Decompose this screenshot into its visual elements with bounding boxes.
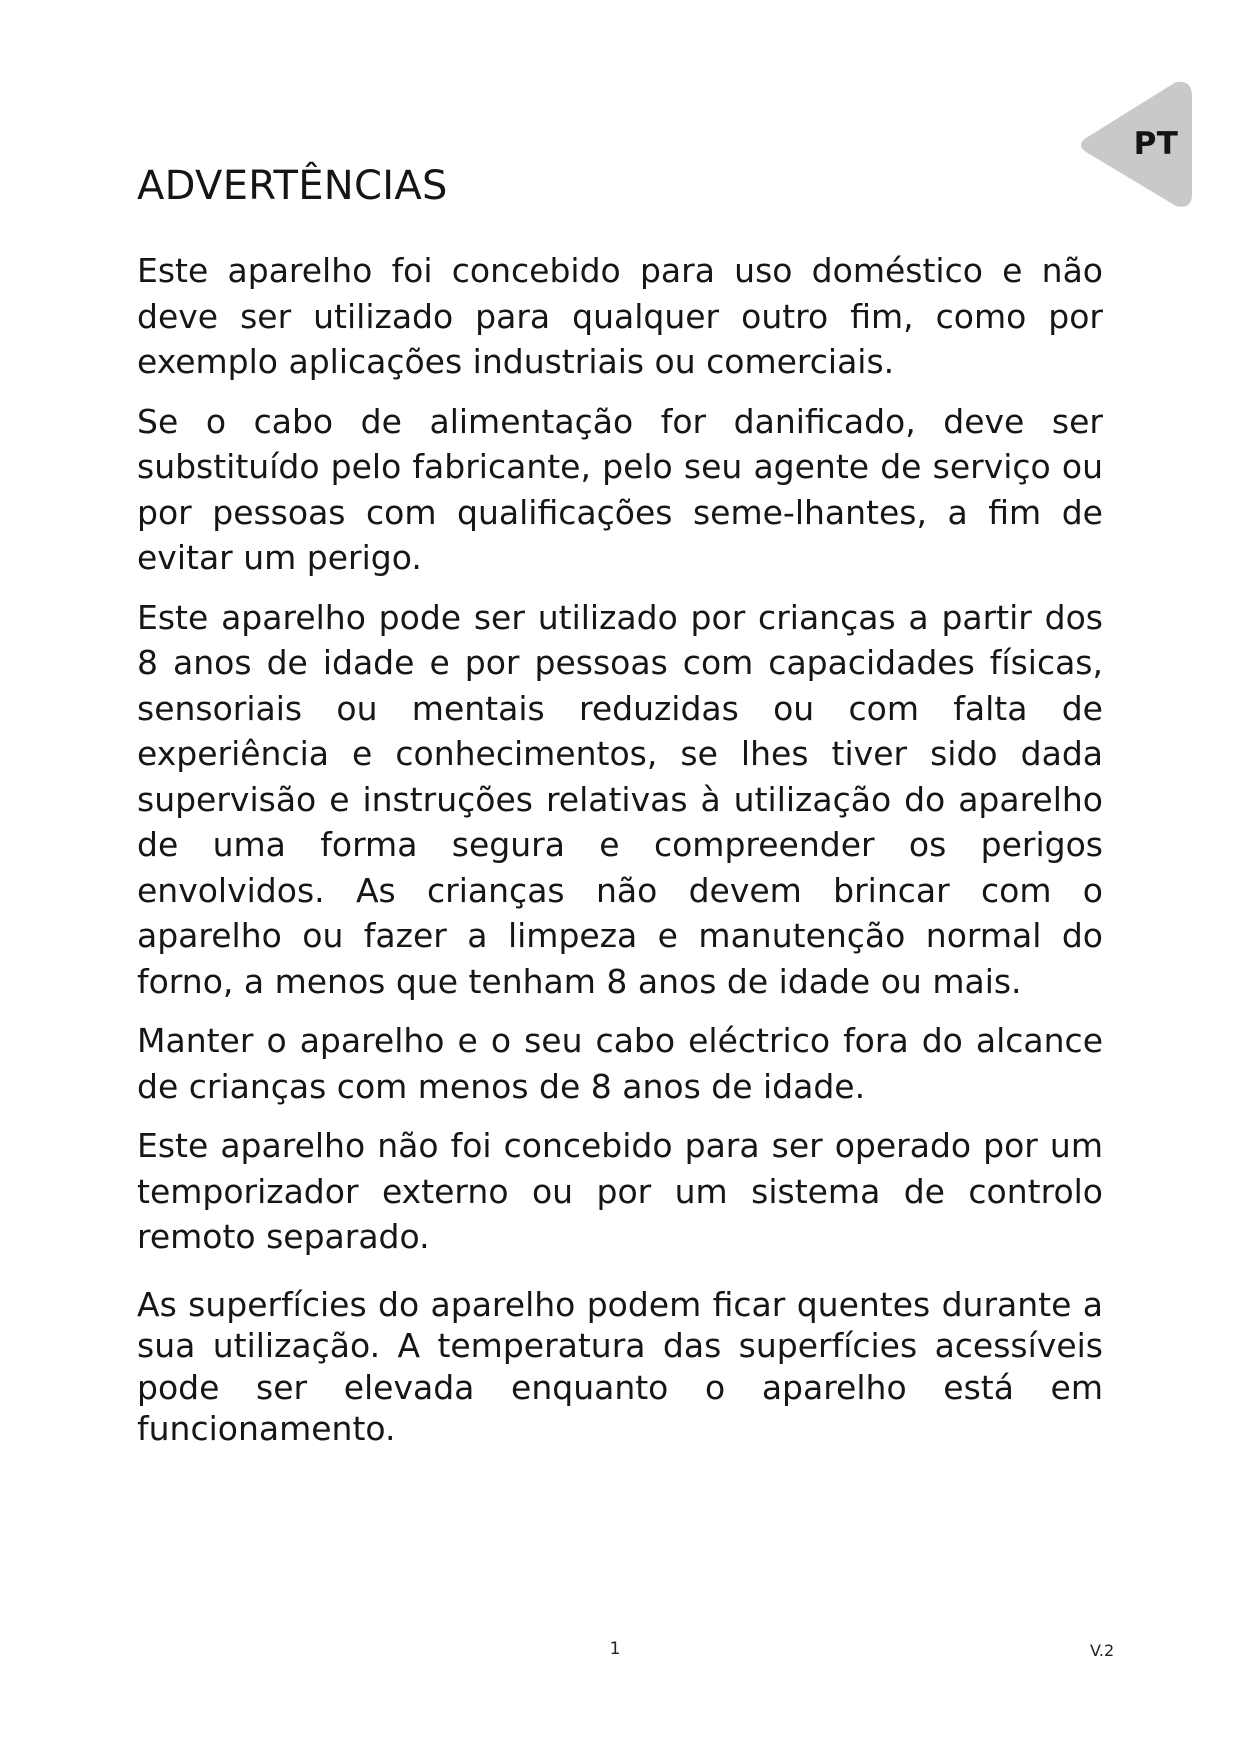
warning-paragraph-keep-away: Manter o aparelho e o seu cabo eléctrico fora do alcance de crianças com menos de 8 anos de idade. — [137, 1021, 1103, 1106]
warning-paragraph-power-cable: Se o cabo de alimentação for danificado, deve ser substituído pelo fabricante, pelo seu agente de serviço ou por pessoas com qualificações seme-lhantes, a fim de evitar um perigo. — [137, 401, 1103, 577]
warning-paragraph-hot-surfaces: As superfícies do aparelho podem ficar quentes durante a sua utilização. A temperatura das superfícies acessíveis pode ser elevada enquanto o aparelho está em funcionamento. — [137, 1284, 1103, 1448]
warning-paragraph-domestic-use: Este aparelho foi concebido para uso doméstico e não deve ser utilizado para qualquer outro fim, como por exemplo aplicações industriais ou comerciais. — [137, 251, 1103, 381]
page-title: ADVERTÊNCIAS — [137, 163, 448, 209]
page-number: 1 — [609, 1639, 621, 1659]
language-code: PT — [1133, 126, 1179, 162]
version-label: V.2 — [1090, 1641, 1115, 1660]
warnings-body — [137, 248, 1103, 1464]
warning-paragraph-timer: Este aparelho não foi concebido para ser operado por um temporizador externo ou por um sistema de controlo remoto separado. — [137, 1126, 1103, 1256]
warning-paragraph-children-supervision: Este aparelho pode ser utilizado por crianças a partir dos 8 anos de idade e por pessoas com capacidades físicas, sensoriais ou mentais reduzidas ou com falta de experiência e conhecimentos, se lhes tiver sido dada supervisão e instruções relativas à utilização do aparelho de uma forma segura e compreender os perigos envolvidos. As crianças não devem brincar com o aparelho ou fazer a limpeza e manutenção normal do forno, a menos que tenham 8 anos de idade ou mais. — [137, 597, 1103, 1001]
language-tab — [1076, 80, 1192, 210]
